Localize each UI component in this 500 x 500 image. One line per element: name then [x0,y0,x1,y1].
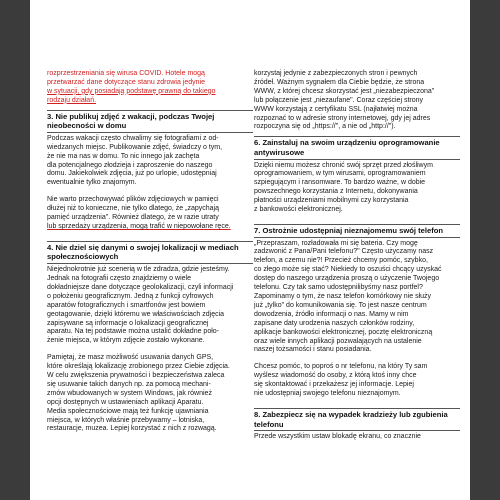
heading-line: antywirusowe [254,147,305,157]
text-line: że nie ma nas w domu. To nic innego jak zachęta [47,152,200,160]
text-line: zapisywane są informacje o lokalizacji geograficznej [47,319,209,327]
section-5-continuation [254,70,460,132]
text-line: wyślesz wiadomość do osoby, z którą ktoś inny chce [254,372,417,380]
section-6-paragraph [254,162,460,215]
text-line: aparatów fotograficznych i smartfonów jest bowiem [47,301,206,309]
section-4-paragraph-2 [47,354,253,434]
text-line: płatności urządzeniami mobilnymi czy korzystania [254,197,409,205]
document-page [30,0,470,500]
text-line: korzystaj jedynie z zabezpieczonych stron i pewnych [254,70,418,77]
covid-paragraph [47,70,253,106]
heading-line: nieobecności w domu [47,121,127,131]
text-line: Media społecznościowe mają też funkcję ujawniania [47,407,209,415]
text-line: Przede wszystkim ustaw blokadę ekranu, co znacznie [254,433,421,441]
heading-line: 6. Zainstaluj na swoim urządzeniu oprogramowanie [254,138,440,148]
text-line: zapisane daty urodzenia naszych członków rodziny, [254,319,415,327]
text-line: w sytuacji, gdy posiadają podstawę prawną do takiego [47,87,216,95]
section-7-paragraph-1 [254,240,460,356]
text-line: WWW korzystają z certyfikatu SSL (najłatwiej można [254,105,418,113]
text-line: „Przepraszam, rozładowała mi się bateria. Czy mogę [254,239,418,247]
text-line: rodzaju działań. [47,96,97,104]
text-line: rozpoznać to w adresie strony internetowej, gdy jej adres [254,114,431,122]
section-4-heading [47,241,253,264]
text-line: się usuwanie takich danych np. za pomocą mechani- [47,380,211,388]
section-3-paragraph-2 [47,196,253,232]
text-line: W celu zwiększenia prywatności i bezpieczeństwa zaleca [47,372,225,380]
text-line: które określają lokalizację zrobionego przez Ciebie zdjęcia. [47,363,230,371]
text-line: lub połączenie jest „niezaufane". Coraz częściej strony [254,96,424,104]
text-line: Zapominamy o tym, że nasz telefon komórkowy nie służy [254,293,432,300]
heading-line: społecznościowych [47,252,119,262]
text-line: Jednak na fotografii często znajdziemy o wiele [47,274,191,282]
text-line: rozprzestrzeniania się wirusa COVID. Hotele mogą [47,70,205,77]
text-line: dla potencjalnego złodzieja i zaproszenie do naszego [47,161,213,169]
text-line: telefonu. Czy tak samo udostępnilibyśmy nasz portfel? [254,284,423,292]
text-line: dowodzenia, źródło informacji o nas. Mamy w nim [254,310,409,318]
text-line: pamięć urządzenia". Również dlatego, że w razie utraty [47,214,219,222]
section-7-heading [254,224,460,238]
heading-line: 7. Ostrożnie udostępniaj nieznajomemu swój telefon [254,225,444,235]
text-line: przetwarzać dane dotyczące stanu zdrowia jedynie [47,78,205,86]
text-line: dostęp do naszego urządzenia proszą o użyczenie Twojego [254,275,440,283]
text-line: się skontaktować i przekażesz jej informacje. Lepiej [254,381,414,389]
text-line: opcji dostępnych w ustawieniach aplikacji Aparatu. [47,398,204,406]
text-line: Nie warto przechowywać plików zdjęciowych w pamięci [47,196,219,204]
text-line: aplikacje bankowości elektronicznej, pocztę elektroniczną [254,328,433,336]
text-line: Podczas wakacji często chwalimy się fotografiami z od- [47,134,219,142]
section-7-paragraph-2 [254,363,460,399]
section-8-paragraph [254,433,460,442]
text-line: źródeł. Ważnym sygnałem dla Ciebie będzie, że strona [254,78,425,86]
text-line: oprogramowaniem, w tym wirusami, oprogramowaniem [254,170,426,178]
text-line: rozpoczyna się od „https://", a nie od „http://"). [254,123,396,131]
text-line: wiedzanych miejsc. Publikowanie zdjęć, świadczy o tym, [47,143,223,151]
heading-line: 4. Nie dziel się danymi o swojej lokalizacji w mediach [47,242,239,252]
section-3-paragraph-1 [47,135,253,188]
heading-line: 3. Nie publikuj zdjęć z wakacji, podczas Twojej [47,111,215,121]
text-line: telefon, a czemu nie?! Przecież chcemy pomóc, szybko, [254,257,428,265]
text-line: już „tylko" do komunikowania się. To jest nasze centrum [254,301,427,309]
text-line: żenie miejsca, w którym zdjęcie zostało wykonane. [47,337,205,345]
text-line: zadzwonić z Pana/Pani telefonu?" Często użyczamy nasz [254,248,434,256]
text-line: o położeniu geograficznym. Jedną z funkcji cyfrowych [47,292,214,300]
text-line: lub sprzedaży urządzenia, mogą trafić w niepowołane ręce. [47,222,231,230]
text-line: miejsca, w których właśnie przebywamy – lotniska, [47,416,205,424]
text-line: nie udostępniaj swojego telefonu nieznajomym. [254,390,401,398]
section-3-heading [47,110,253,133]
left-column [47,70,253,434]
section-6-heading [254,136,460,159]
text-line: Niejednokrotnie już scenerią w tle zdradza, gdzie jesteśmy. [47,266,230,274]
text-line: ewentualnie tylko znajomym. [47,179,137,187]
section-8-heading [254,408,460,431]
text-line: geotagowanie, dzięki któremu we właściwościach zdjęcia [47,310,225,318]
heading-line: telefonu [254,419,284,429]
text-line: dłużej niż to konieczne, nie tylko dlatego, że „zapychają [47,205,219,213]
right-column [254,70,460,442]
text-line: szpiegującym i ransomware. To bardzo ważne, w dobie [254,179,426,187]
text-line: Dzięki niemu możesz chronić swój sprzęt przed złośliwym [254,161,433,169]
text-line: powszechnego korzystania z Internetu, dokonywania [254,188,418,196]
text-line: z bankowości elektronicznej. [254,206,343,214]
text-line: WWW, z której chcesz skorzystać jest „niezabezpieczona" [254,87,435,95]
text-line: aparatu. Na tej podstawie można ustalić dokładne poło- [47,328,219,336]
section-4-paragraph-1 [47,266,253,346]
text-line: naszej tożsamości i stanu posiadania. [254,346,372,354]
text-line: Pamiętaj, że masz możliwość usuwania danych GPS, [47,354,214,362]
text-line: oraz wiele innych aplikacji pozwalających na ustalenie [254,337,422,345]
text-line: zmów wbudowanych w system Windows, jak również [47,389,212,397]
text-line: dokładniejsze dane dotyczące geolokalizacji, czyli informacji [47,283,234,291]
heading-line: 8. Zabezpiecz się na wypadek kradzieży lub zgubienia [254,409,448,419]
text-line: co złego może się stać? Niekiedy to oszuści chcący uzyskać [254,266,442,274]
text-line: restauracje, muzea. Lepiej korzystać z nich z rozwagą. [47,425,217,433]
text-line: Chcesz pomóc, to poproś o nr telefonu, na który Ty sam [254,363,428,371]
text-line: domu. Jakiekolwiek zdjęcia, już po urlopie, udostępniaj [47,170,217,178]
